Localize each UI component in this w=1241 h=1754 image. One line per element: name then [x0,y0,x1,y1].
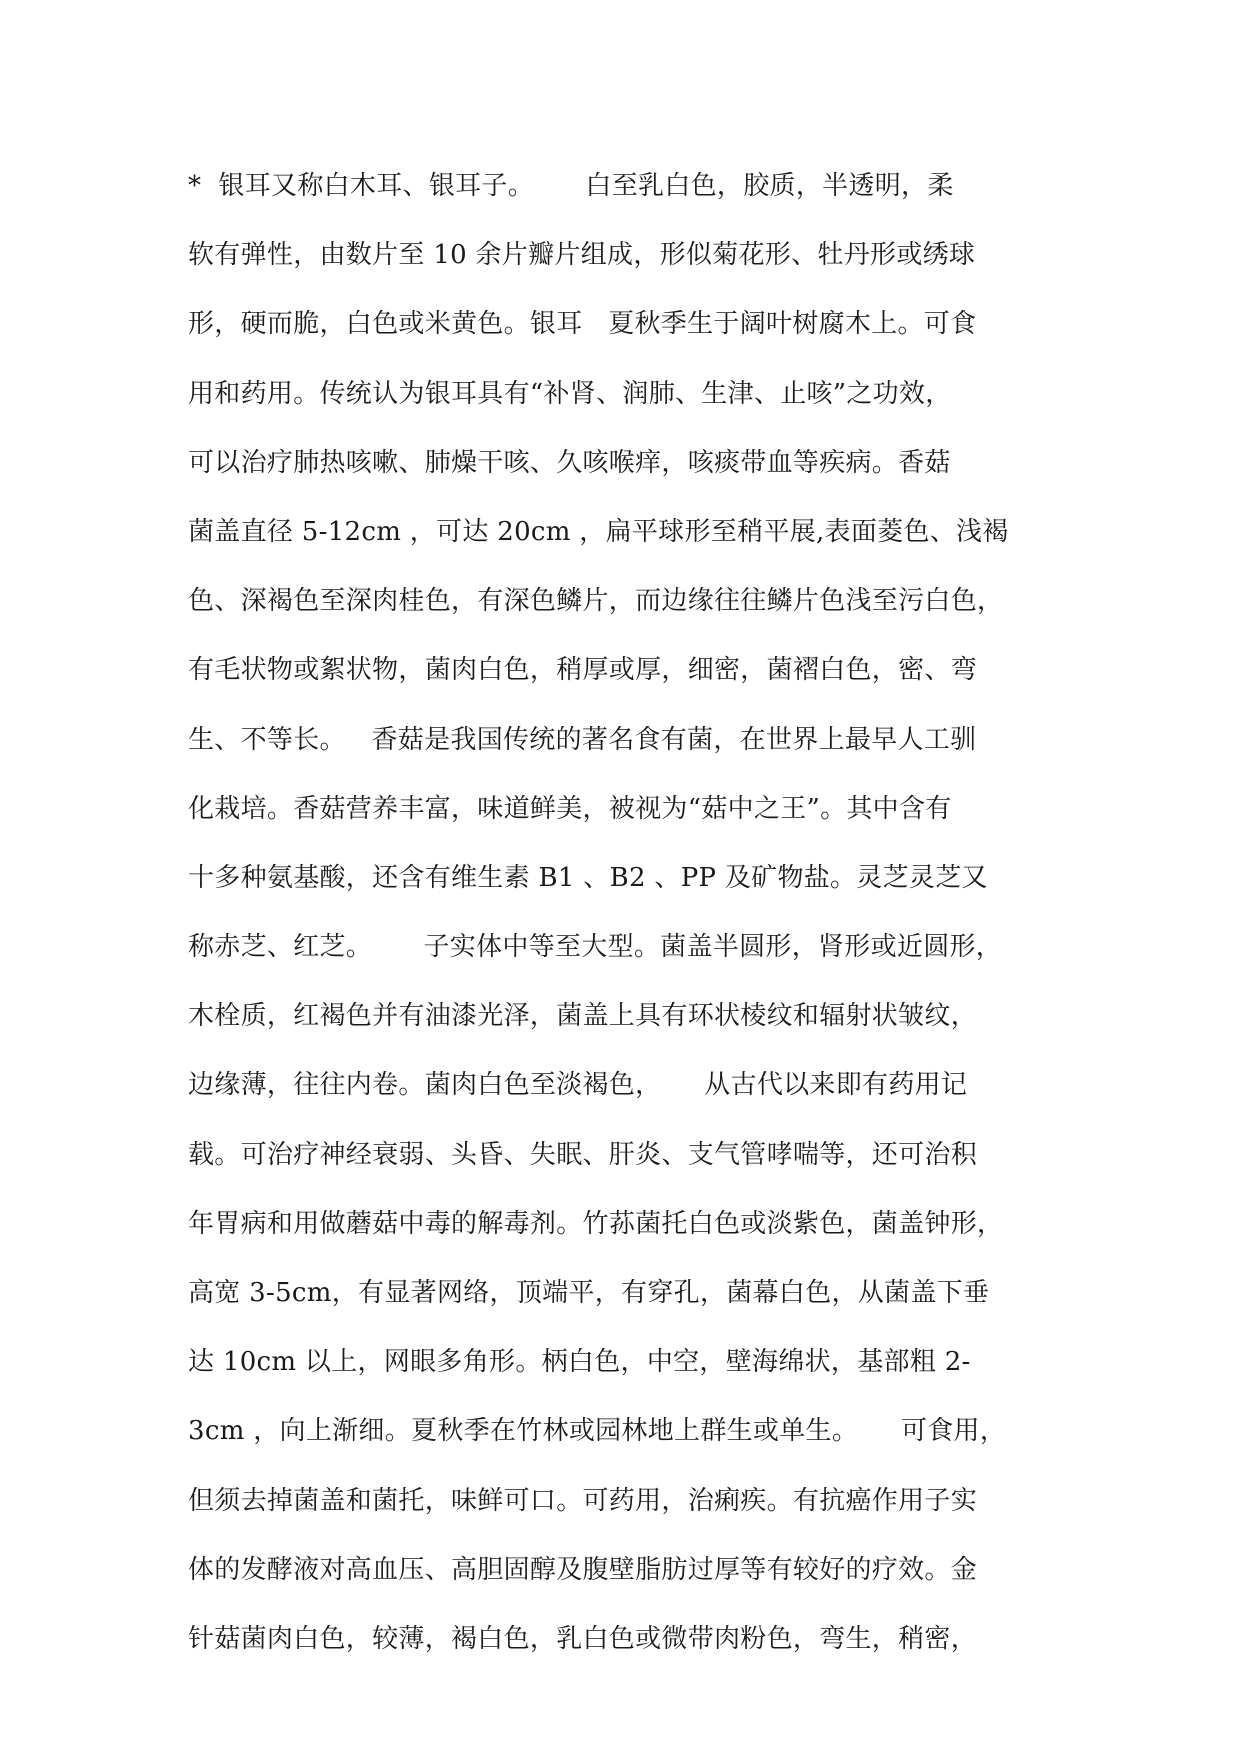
text-line: 生、不等长。 香菇是我国传统的著名食有菌，在世界上最早人工驯 [188,724,977,755]
text-line: * 银耳又称白木耳、银耳子。 白至乳白色，胶质，半透明，柔 [188,171,954,201]
text-line: 可以治疗肺热咳嗽、肺燥干咳、久咳喉痒，咳痰带血等疾病。香菇 [188,447,951,478]
text-line: 用和药用。传统认为银耳具有“补肾、润肺、生津、止咳”之功效， [188,378,952,409]
text-line: 木栓质，红褐色并有油漆光泽，菌盖上具有环状棱纹和辐射状皱纹， [188,1001,978,1032]
text-line: 软有弹性，由数片至 10 余片瓣片组成，形似菊花形、牡丹形或绣球 [188,240,976,271]
text-line: 达 10cm 以上，网眼多角形。柄白色，中空，壁海绵状，基部粗 2- [188,1347,971,1378]
text-line: 菌盖直径 5-12cm ，可达 20cm ，扁平球形至稍平展,表面菱色、浅褐 [188,516,1009,547]
text-line: 但须去掉菌盖和菌托，味鲜可口。可药用，治痢疾。有抗癌作用子实 [188,1485,978,1516]
text-line: 载。可治疗神经衰弱、头昏、失眠、肝炎、支气管哮喘等，还可治积 [188,1139,978,1170]
text-line: 3cm ，向上渐细。夏秋季在竹林或园林地上群生或单生。 可食用， [188,1416,1007,1447]
text-line: 色、深褐色至深肉桂色，有深色鳞片，而边缘往往鳞片色浅至污白色， [188,586,1004,617]
text-line: 称赤芝、红芝。 子实体中等至大型。菌盖半圆形，肾形或近圆形， [188,932,1003,963]
text-line: 体的发酵液对高血压、高胆固醇及腹壁脂肪过厚等有较好的疗效。金 [188,1554,978,1585]
body-text [188,158,1068,1680]
text-line: 高宽 3-5cm，有显著网络，顶端平，有穿孔，菌幕白色，从菌盖下垂 [188,1278,990,1308]
text-line: 边缘薄，往往内卷。菌肉白色至淡褐色， 从古代以来即有药用记 [188,1070,968,1101]
text-line: 化栽培。香菇营养丰富，味道鲜美，被视为“菇中之王”。其中含有 [188,793,952,824]
text-line: 十多种氨基酸，还含有维生素 B1 、B2 、PP 及矿物盐。灵芝灵芝又 [188,862,988,893]
text-line: 有毛状物或絮状物，菌肉白色，稍厚或厚，细密，菌褶白色，密、弯 [188,655,978,686]
text-line: 形，硬而脆，白色或米黄色。银耳 夏秋季生于阔叶树腐木上。可食 [188,309,977,340]
text-line: 年胃病和用做蘑菇中毒的解毒剂。竹荪菌托白色或淡紫色，菌盖钟形， [188,1208,1004,1239]
text-line: 针菇菌肉白色，较薄，褐白色，乳白色或微带肉粉色，弯生，稍密， [188,1623,978,1654]
